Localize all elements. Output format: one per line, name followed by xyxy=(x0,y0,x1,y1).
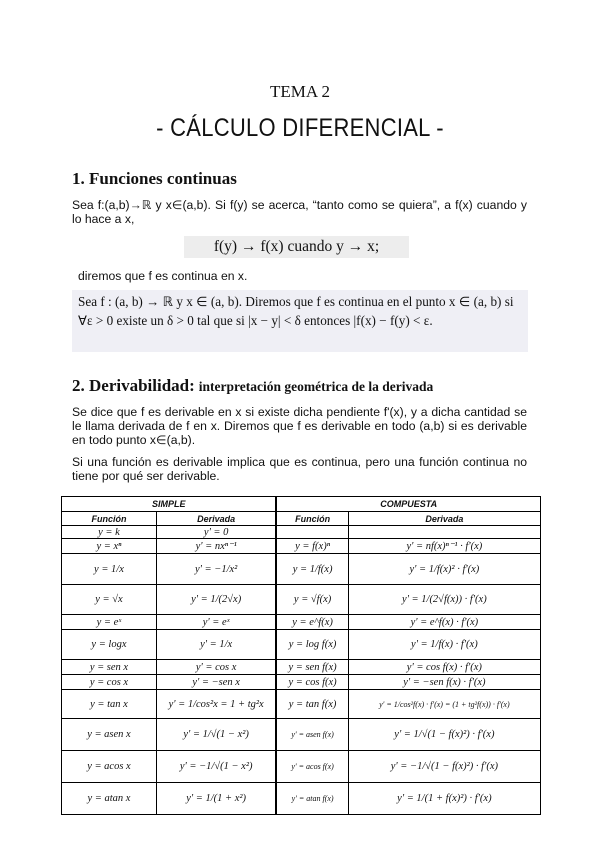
deriv-compuesta: y' = 1/(2√f(x)) · f'(x) xyxy=(348,585,540,615)
func-simple: y = acos x xyxy=(62,751,157,783)
table-row xyxy=(62,539,541,554)
func-simple: y = tan x xyxy=(62,690,157,719)
col-funcion-simple: Función xyxy=(62,512,157,526)
col-funcion-compuesta: Función xyxy=(276,512,348,526)
page-title: - CÁLCULO DIFERENCIAL - xyxy=(156,114,444,142)
table-row xyxy=(62,719,541,751)
func-compuesta: y' = acos f(x) xyxy=(276,751,348,783)
deriv-simple: y' = −1/x² xyxy=(156,554,276,585)
func-simple: y = √x xyxy=(62,585,157,615)
table-row xyxy=(62,585,541,615)
deriv-compuesta: y' = −sen f(x) · f'(x) xyxy=(348,675,540,690)
deriv-simple: y' = 1/cos²x = 1 + tg²x xyxy=(156,690,276,719)
deriv-compuesta: y' = 1/f(x)² · f'(x) xyxy=(348,554,540,585)
deriv-compuesta: y' = 1/cos²f(x) · f'(x) = (1 + tg²f(x)) · f'(x) xyxy=(348,690,540,719)
func-simple: y = sen x xyxy=(62,660,157,675)
group-simple: SIMPLE xyxy=(62,497,277,512)
deriv-compuesta: y' = 1/f(x) · f'(x) xyxy=(348,630,540,660)
section-2-heading-sub: interpretación geométrica de la derivada xyxy=(198,379,434,394)
section-1-intro: Sea f:(a,b)→ℝ y x∈(a,b). Si f(y) se acerca, “tanto como se quiera”, a f(x) cuando y lo hace a x, xyxy=(72,198,527,226)
func-compuesta: y' = asen f(x) xyxy=(276,719,348,751)
deriv-simple: y' = −1/√(1 − x²) xyxy=(156,751,276,783)
continuity-definition: Sea f : (a, b) → ℝ y x ∈ (a, b). Diremos que f es continua en el punto x ∈ (a, b) si ∀ε > 0 existe un δ > 0 tal que si |x − y| < δ entonces |f(x) − f(y) < ε. xyxy=(72,290,528,352)
func-compuesta: y = e^f(x) xyxy=(276,615,348,630)
table-row xyxy=(62,751,541,783)
table-row xyxy=(62,783,541,815)
func-simple: y = 1/x xyxy=(62,554,157,585)
deriv-simple: y' = 0 xyxy=(156,526,276,539)
func-compuesta: y = f(x)ⁿ xyxy=(276,539,348,554)
section-2-p2: Si una función es derivable implica que es continua, pero una función continua no tiene por qué ser derivable. xyxy=(72,455,527,483)
func-compuesta xyxy=(276,526,348,539)
tema-label: TEMA 2 xyxy=(270,82,330,101)
col-derivada-simple: Derivada xyxy=(156,512,276,526)
col-derivada-compuesta: Derivada xyxy=(348,512,540,526)
func-compuesta: y = tan f(x) xyxy=(276,690,348,719)
table-group-header xyxy=(62,497,541,512)
section-1-after: diremos que f es continua en x. xyxy=(78,269,248,283)
deriv-simple: y' = −sen x xyxy=(156,675,276,690)
func-compuesta: y = √f(x) xyxy=(276,585,348,615)
func-compuesta: y = 1/f(x) xyxy=(276,554,348,585)
table-row xyxy=(62,690,541,719)
func-simple: y = asen x xyxy=(62,719,157,751)
table-row xyxy=(62,554,541,585)
table-row xyxy=(62,660,541,675)
func-simple: y = logx xyxy=(62,630,157,660)
table-row xyxy=(62,630,541,660)
deriv-simple: y' = cos x xyxy=(156,660,276,675)
table-row xyxy=(62,615,541,630)
deriv-simple: y' = 1/√(1 − x²) xyxy=(156,719,276,751)
deriv-simple: y' = eˣ xyxy=(156,615,276,630)
section-1-heading: 1. Funciones continuas xyxy=(72,169,237,188)
func-simple: y = k xyxy=(62,526,157,539)
deriv-compuesta: y' = nf(x)ⁿ⁻¹ · f'(x) xyxy=(348,539,540,554)
func-simple: y = xⁿ xyxy=(62,539,157,554)
derivatives-table xyxy=(61,496,541,815)
table-row xyxy=(62,526,541,539)
continuity-formula: f(y) → f(x) cuando y → x; xyxy=(184,236,409,258)
deriv-simple: y' = nxⁿ⁻¹ xyxy=(156,539,276,554)
section-2-heading xyxy=(72,376,433,396)
deriv-simple: y' = 1/x xyxy=(156,630,276,660)
group-compuesta: COMPUESTA xyxy=(276,497,540,512)
func-compuesta: y = cos f(x) xyxy=(276,675,348,690)
table-row xyxy=(62,675,541,690)
deriv-compuesta: y' = 1/(1 + f(x)²) · f'(x) xyxy=(348,783,540,815)
deriv-compuesta xyxy=(348,526,540,539)
deriv-compuesta: y' = e^f(x) · f'(x) xyxy=(348,615,540,630)
section-2-heading-main: 2. Derivabilidad: xyxy=(72,376,195,395)
func-simple: y = cos x xyxy=(62,675,157,690)
table-column-header xyxy=(62,512,541,526)
deriv-compuesta: y' = −1/√(1 − f(x)²) · f'(x) xyxy=(348,751,540,783)
section-2-p1: Se dice que f es derivable en x si existe dicha pendiente f'(x), y a dicha cantidad se le llama derivada de f en x. Diremos que f es derivable en todo (a,b) si es derivable en todo punto x∈(a,b). xyxy=(72,405,527,447)
deriv-compuesta: y' = cos f(x) · f'(x) xyxy=(348,660,540,675)
func-simple: y = atan x xyxy=(62,783,157,815)
func-simple: y = eˣ xyxy=(62,615,157,630)
deriv-simple: y' = 1/(2√x) xyxy=(156,585,276,615)
func-compuesta: y = sen f(x) xyxy=(276,660,348,675)
deriv-compuesta: y' = 1/√(1 − f(x)²) · f'(x) xyxy=(348,719,540,751)
func-compuesta: y = log f(x) xyxy=(276,630,348,660)
func-compuesta: y' = atan f(x) xyxy=(276,783,348,815)
deriv-simple: y' = 1/(1 + x²) xyxy=(156,783,276,815)
